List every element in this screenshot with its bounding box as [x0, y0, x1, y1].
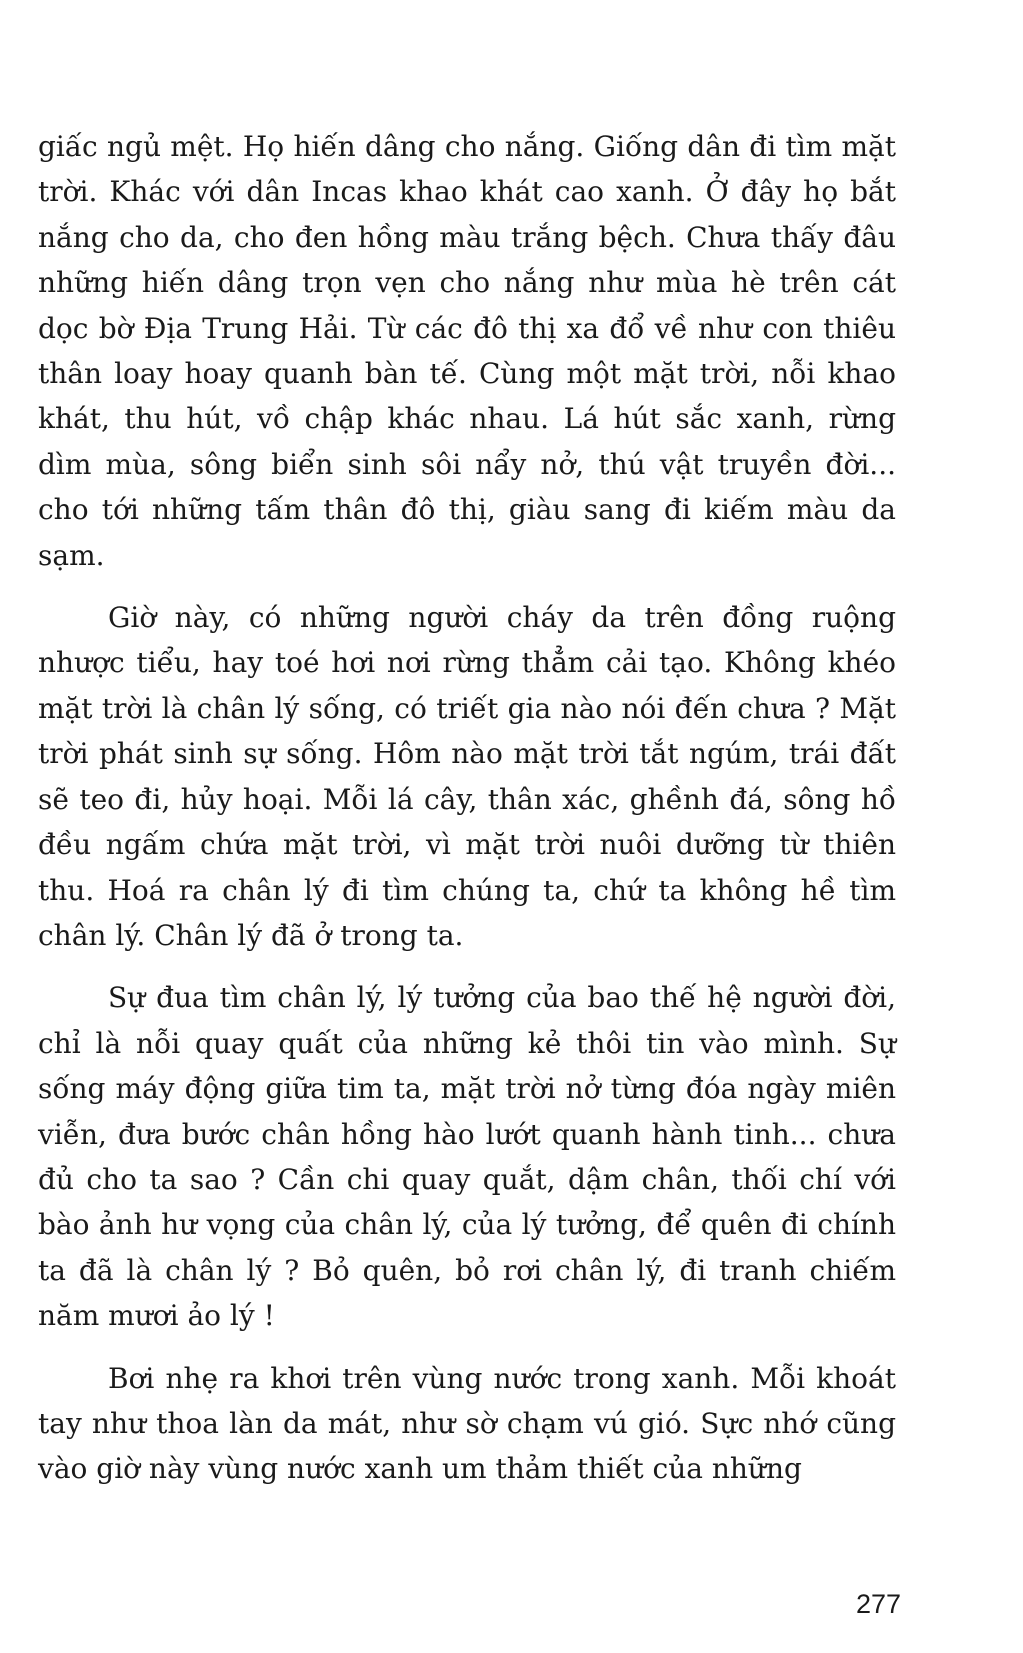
- paragraph-4: Bơi nhẹ ra khơi trên vùng nước trong xanh. Mỗi khoát tay như thoa làn da mát, như sờ chạm vú gió. Sực nhớ cũng vào giờ này vùng nước xanh um thảm thiết của những: [38, 1361, 896, 1486]
- page-number: 277: [855, 1589, 901, 1619]
- paragraph-2: Giờ này, có những người cháy da trên đồng ruộng nhược tiểu, hay toé hơi nơi rừng thẳm cải tạo. Không khéo mặt trời là chân lý sống, có triết gia nào nói đến chưa ? Mặt trời phát sinh sự sống. Hôm nào mặt trời tắt ngúm, trái đất sẽ teo đi, hủy hoại. Mỗi lá cây, thân xác, ghềnh đá, sông hồ đều ngấm chứa mặt trời, vì mặt trời nuôi dưỡng từ thiên thu. Hoá ra chân lý đi tìm chúng ta, chứ ta không hề tìm chân lý. Chân lý đã ở trong ta.: [38, 601, 896, 952]
- paragraph-1: giấc ngủ mệt. Họ hiến dâng cho nắng. Giống dân đi tìm mặt trời. Khác với dân Incas khao khát cao xanh. Ở đây họ bắt nắng cho da, cho đen hồng màu trắng bệch. Chưa thấy đâu những hiến dâng trọn vẹn cho nắng như mùa hè trên cát dọc bờ Địa Trung Hải. Từ các đô thị xa đổ về như con thiêu thân loay hoay quanh bàn tế. Cùng một mặt trời, nỗi khao khát, thu hút, vồ chập khác nhau. Lá hút sắc xanh, rừng dìm mùa, sông biển sinh sôi nẩy nở, thú vật truyền đời... cho tới những tấm thân đô thị, giàu sang đi kiếm màu da sạm.: [38, 130, 896, 572]
- paragraph-3: Sự đua tìm chân lý, lý tưởng của bao thế hệ người đời, chỉ là nỗi quay quất của những kẻ thôi tin vào mình. Sự sống máy động giữa tim ta, mặt trời nở từng đóa ngày miên viễn, đưa bước chân hồng hào lướt quanh hành tinh... chưa đủ cho ta sao ? Cần chi quay quắt, dậm chân, thối chí với bào ảnh hư vọng của chân lý, của lý tưởng, để quên đi chính ta đã là chân lý ? Bỏ quên, bỏ rơi chân lý, đi tranh chiếm năm mươi ảo lý !: [38, 981, 896, 1333]
- body-text: [38, 124, 896, 1509]
